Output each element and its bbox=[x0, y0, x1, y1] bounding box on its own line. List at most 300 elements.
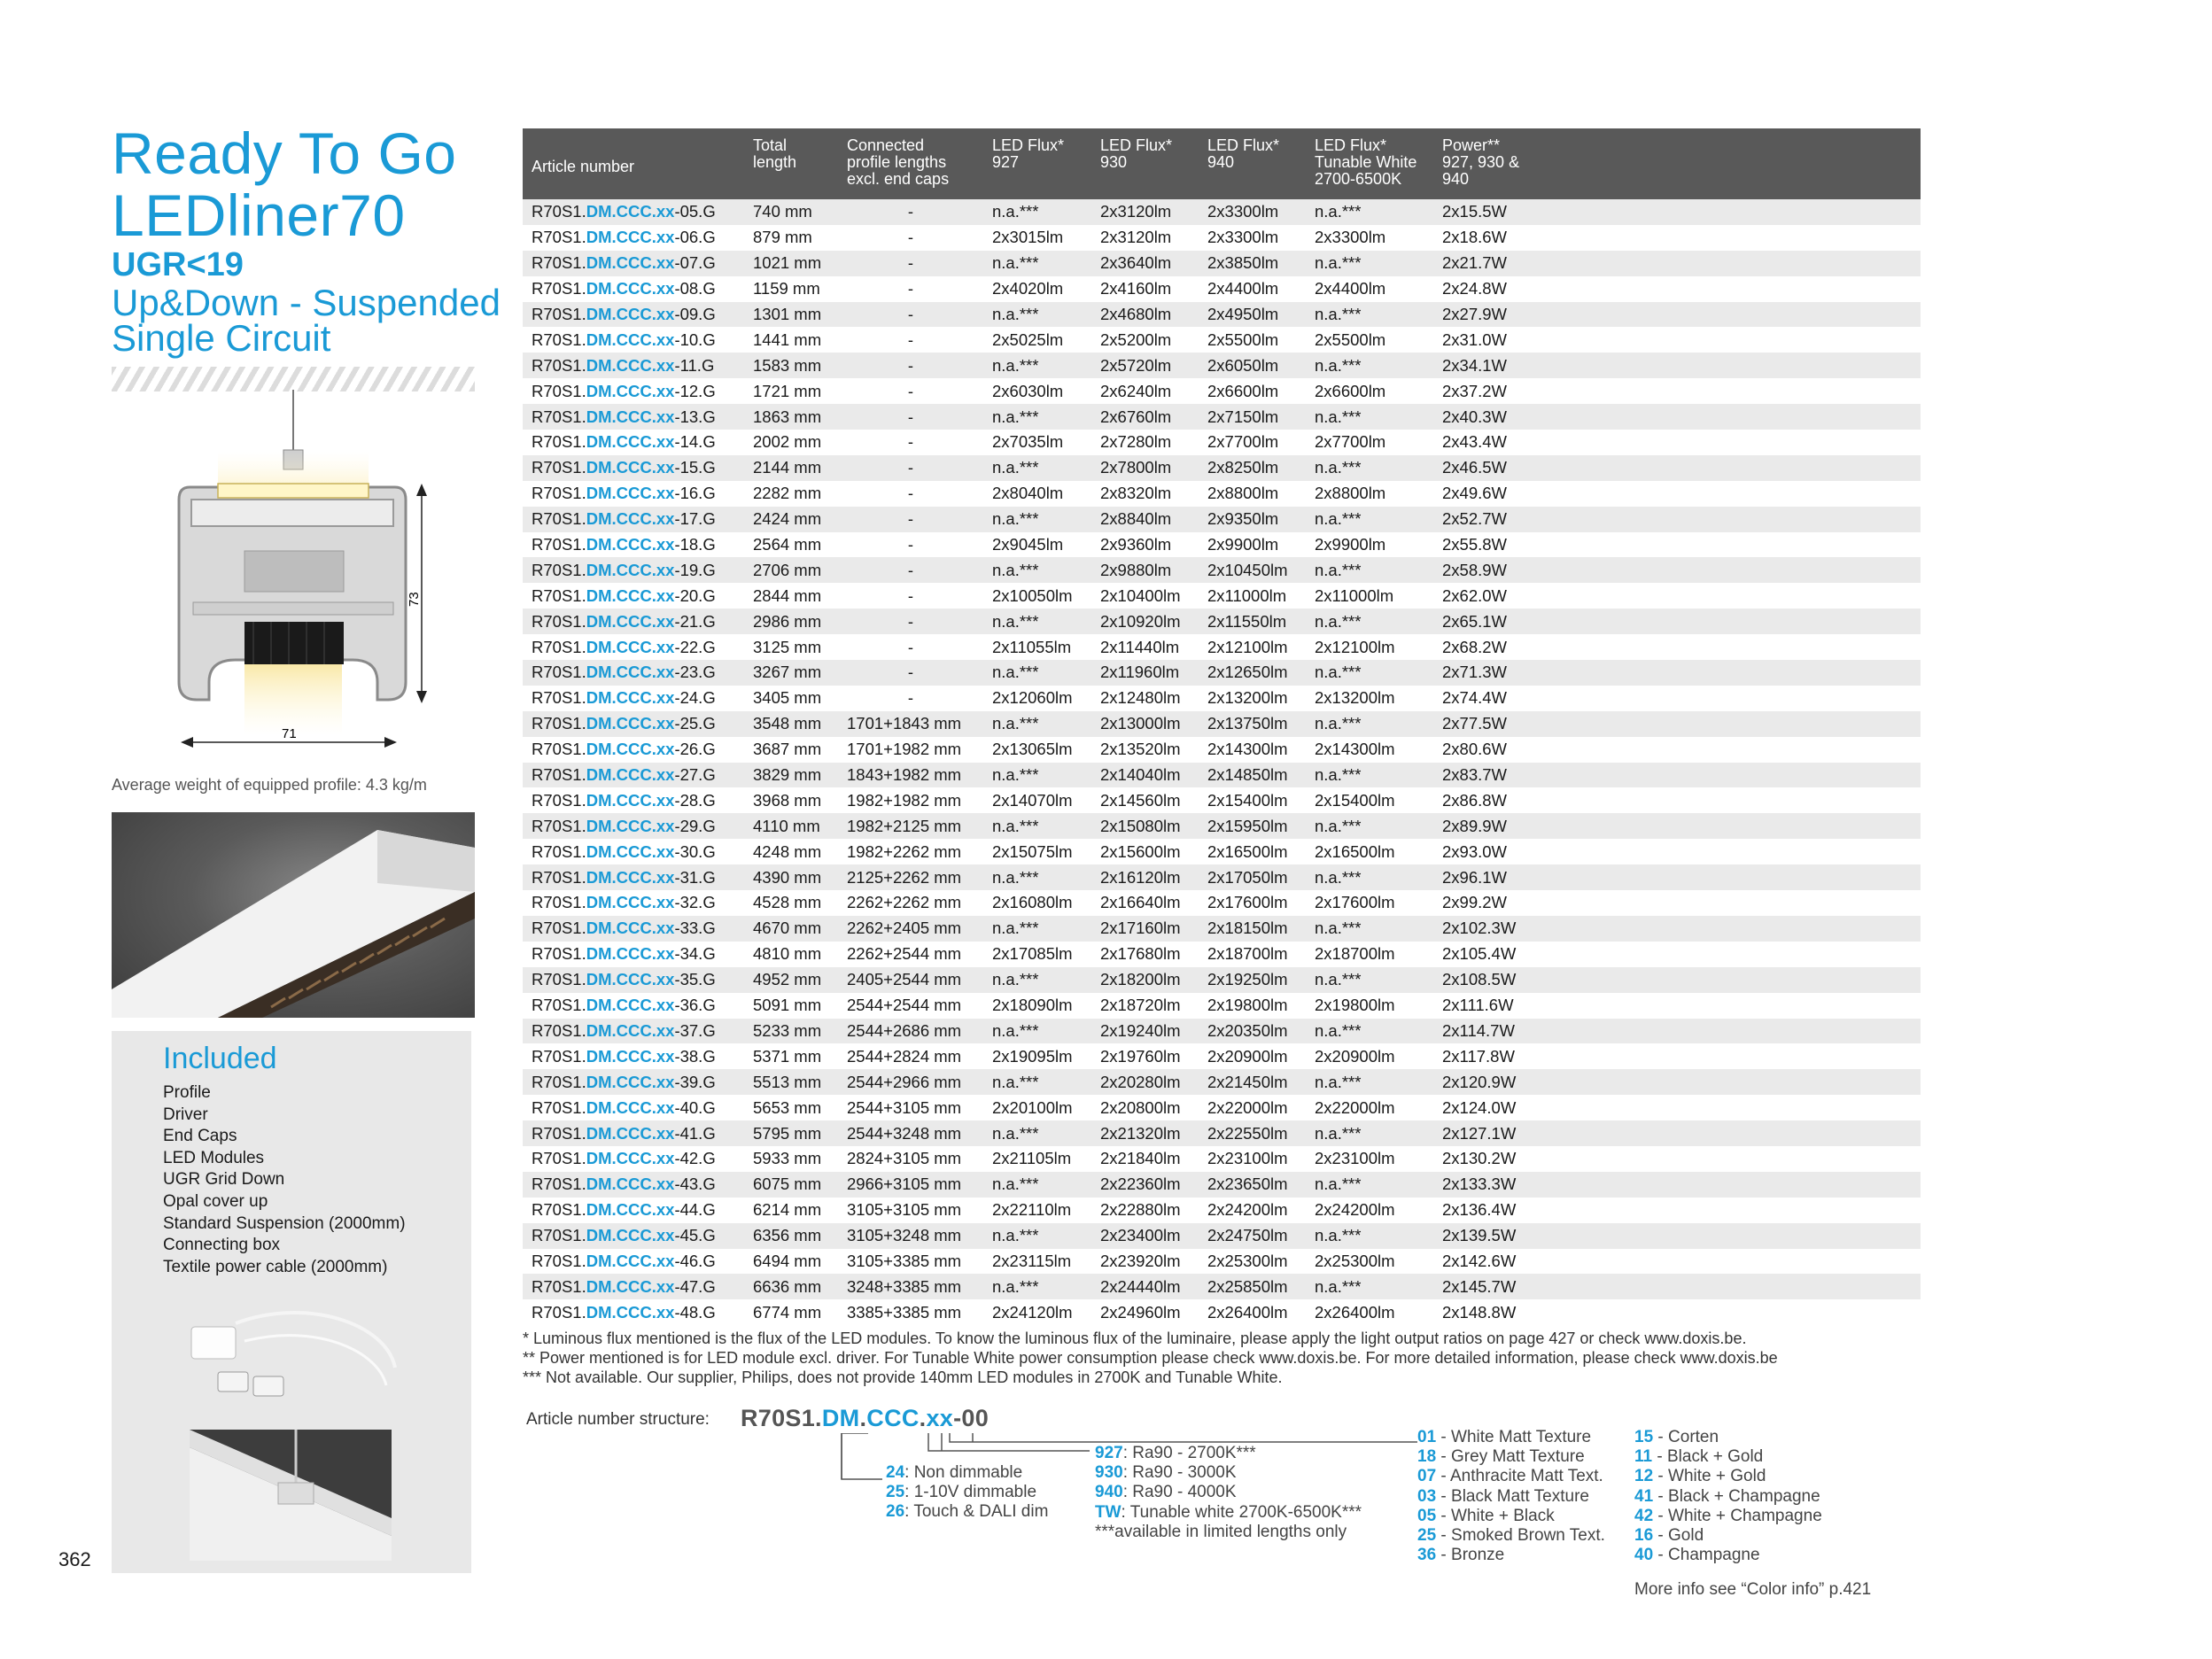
table-cell: 2x12100lm bbox=[1207, 634, 1315, 660]
article-prefix: R70S1. bbox=[532, 1226, 586, 1245]
table-cell: n.a.*** bbox=[1315, 763, 1442, 788]
table-cell: 2x19760lm bbox=[1100, 1043, 1207, 1069]
article-prefix: R70S1. bbox=[532, 279, 586, 298]
table-cell: 2x4160lm bbox=[1100, 276, 1207, 302]
table-cell: 5091 mm bbox=[753, 993, 847, 1019]
table-cell: 2x26400lm bbox=[1315, 1299, 1442, 1325]
table-row bbox=[523, 327, 1921, 353]
table-cell: 1982+2125 mm bbox=[847, 813, 992, 839]
article-prefix: R70S1. bbox=[532, 919, 586, 938]
table-cell: 2x11440lm bbox=[1100, 634, 1207, 660]
article-suffix: -17.G bbox=[674, 509, 716, 529]
table-cell: 2x108.5W bbox=[1442, 967, 1921, 993]
list-item: End Caps bbox=[163, 1127, 237, 1146]
table-cell: n.a.*** bbox=[992, 557, 1100, 583]
article-variable-part: DM.CCC.xx bbox=[586, 1251, 675, 1270]
table-cell: 2544+2824 mm bbox=[847, 1043, 992, 1069]
table-cell: 2x27.9W bbox=[1442, 302, 1921, 328]
table-cell: 2x68.2W bbox=[1442, 634, 1921, 660]
article-suffix: -11.G bbox=[674, 355, 715, 375]
table-cell: 6075 mm bbox=[753, 1172, 847, 1198]
article-number-cell bbox=[523, 839, 753, 864]
footnote-2: ** Power mentioned is for LED module excl. driver. For Tunable White power consumption please check www.doxis.be. For more detailed information, please check www.doxis.be bbox=[523, 1349, 1778, 1367]
table-cell: 2x9045lm bbox=[992, 532, 1100, 558]
article-variable-part: DM.CCC.xx bbox=[586, 458, 675, 477]
article-variable-part: DM.CCC.xx bbox=[586, 407, 675, 426]
list-item: Standard Suspension (2000mm) bbox=[163, 1213, 406, 1233]
article-prefix: R70S1. bbox=[532, 329, 586, 349]
article-prefix: R70S1. bbox=[532, 585, 586, 605]
article-variable-part: DM.CCC.xx bbox=[586, 637, 675, 656]
table-row bbox=[523, 890, 1921, 916]
table-cell: 2x133.3W bbox=[1442, 1172, 1921, 1198]
table-cell: 2x14070lm bbox=[992, 787, 1100, 813]
article-suffix: -36.G bbox=[674, 996, 716, 1015]
table-cell: 1159 mm bbox=[753, 276, 847, 302]
product-photo bbox=[112, 812, 475, 1018]
article-variable-part: DM.CCC.xx bbox=[586, 893, 675, 912]
article-suffix: -14.G bbox=[674, 432, 716, 452]
article-number-cell bbox=[523, 813, 753, 839]
article-suffix: -13.G bbox=[674, 407, 716, 426]
dimension-width-label: 71 bbox=[282, 726, 297, 741]
article-prefix: R70S1. bbox=[532, 1174, 586, 1194]
table-cell: 2x43.4W bbox=[1442, 430, 1921, 455]
table-row bbox=[523, 1223, 1921, 1249]
table-cell: n.a.*** bbox=[1315, 967, 1442, 993]
article-variable-part: DM.CCC.xx bbox=[586, 355, 675, 375]
table-cell: - bbox=[847, 481, 992, 507]
column-header-line: Article number bbox=[532, 157, 635, 175]
table-cell: 2544+3105 mm bbox=[847, 1095, 992, 1120]
article-number-cell bbox=[523, 353, 753, 378]
table-cell: 2x46.5W bbox=[1442, 455, 1921, 481]
article-suffix: -47.G bbox=[674, 1276, 716, 1296]
table-cell: 2x4400lm bbox=[1315, 276, 1442, 302]
table-cell: 2x13750lm bbox=[1207, 711, 1315, 737]
subtitle-line-2: Single Circuit bbox=[112, 317, 331, 359]
column-header-line: excl. end caps bbox=[847, 170, 950, 188]
table-cell: 3548 mm bbox=[753, 711, 847, 737]
table-cell: 2x3015lm bbox=[992, 225, 1100, 251]
table-cell: 2x18.6W bbox=[1442, 225, 1921, 251]
article-variable-part: DM.CCC.xx bbox=[586, 228, 675, 247]
table-cell: 2x49.6W bbox=[1442, 481, 1921, 507]
article-prefix: R70S1. bbox=[532, 458, 586, 477]
table-row bbox=[523, 1172, 1921, 1198]
legend-item: 18 - Grey Matt Texture bbox=[1417, 1447, 1585, 1467]
article-prefix: R70S1. bbox=[532, 1276, 586, 1296]
table-cell: 2x19800lm bbox=[1315, 993, 1442, 1019]
table-cell: 2x71.3W bbox=[1442, 660, 1921, 686]
column-header bbox=[1100, 128, 1207, 199]
legend-item: TW: Tunable white 2700K-6500K*** bbox=[1095, 1502, 1362, 1522]
table-cell: n.a.*** bbox=[992, 199, 1100, 225]
table-cell: 2x22110lm bbox=[992, 1198, 1100, 1223]
article-prefix: R70S1. bbox=[532, 1072, 586, 1091]
article-prefix: R70S1. bbox=[532, 816, 586, 835]
table-cell: 3968 mm bbox=[753, 787, 847, 813]
table-cell: 1701+1982 mm bbox=[847, 737, 992, 763]
column-header-line: 940 bbox=[1442, 170, 1470, 188]
article-number-cell bbox=[523, 225, 753, 251]
article-suffix: -46.G bbox=[674, 1251, 716, 1270]
article-number-cell bbox=[523, 583, 753, 609]
article-suffix: -12.G bbox=[674, 381, 716, 400]
table-cell: 6636 mm bbox=[753, 1274, 847, 1299]
article-variable-part: DM.CCC.xx bbox=[586, 1200, 675, 1220]
table-cell: 2x14850lm bbox=[1207, 763, 1315, 788]
article-variable-part: DM.CCC.xx bbox=[586, 663, 675, 682]
table-cell: 2x34.1W bbox=[1442, 353, 1921, 378]
table-cell: 2966+3105 mm bbox=[847, 1172, 992, 1198]
table-row bbox=[523, 430, 1921, 455]
table-cell: n.a.*** bbox=[1315, 1223, 1442, 1249]
table-cell: 2262+2405 mm bbox=[847, 916, 992, 942]
table-cell: 2x24440lm bbox=[1100, 1274, 1207, 1299]
article-number-cell bbox=[523, 1120, 753, 1146]
table-cell: 2x22000lm bbox=[1207, 1095, 1315, 1120]
table-cell: n.a.*** bbox=[1315, 813, 1442, 839]
table-cell: 2x17085lm bbox=[992, 942, 1100, 967]
table-cell: 2x20900lm bbox=[1207, 1043, 1315, 1069]
table-cell: 4390 mm bbox=[753, 864, 847, 890]
table-cell: 2x16500lm bbox=[1315, 839, 1442, 864]
table-cell: 2x15950lm bbox=[1207, 813, 1315, 839]
table-cell: 2x20280lm bbox=[1100, 1069, 1207, 1095]
table-cell: 3248+3385 mm bbox=[847, 1274, 992, 1299]
article-suffix: -43.G bbox=[674, 1174, 716, 1194]
table-cell: - bbox=[847, 225, 992, 251]
table-cell: 2x18090lm bbox=[992, 993, 1100, 1019]
table-row bbox=[523, 404, 1921, 430]
profile-cross-section-drawing bbox=[112, 390, 484, 762]
table-cell: 2x24750lm bbox=[1207, 1223, 1315, 1249]
article-variable-part: DM.CCC.xx bbox=[586, 1072, 675, 1091]
table-row bbox=[523, 609, 1921, 634]
article-prefix: R70S1. bbox=[532, 509, 586, 529]
table-cell: 4110 mm bbox=[753, 813, 847, 839]
legend-item: 15 - Corten bbox=[1634, 1428, 1719, 1446]
table-cell: 2x37.2W bbox=[1442, 378, 1921, 404]
legend-item: 26: Touch & DALI dim bbox=[886, 1502, 1049, 1522]
article-prefix: R70S1. bbox=[532, 484, 586, 503]
table-cell: n.a.*** bbox=[992, 455, 1100, 481]
table-cell: 2x8800lm bbox=[1315, 481, 1442, 507]
article-number-cell bbox=[523, 1043, 753, 1069]
list-item: LED Modules bbox=[163, 1148, 265, 1167]
article-suffix: -35.G bbox=[674, 970, 716, 989]
article-prefix: R70S1. bbox=[532, 1097, 586, 1117]
table-cell: 2544+2686 mm bbox=[847, 1019, 992, 1044]
column-header-line: Tunable White bbox=[1315, 153, 1417, 171]
table-cell: n.a.*** bbox=[1315, 711, 1442, 737]
table-cell: 2x62.0W bbox=[1442, 583, 1921, 609]
table-cell: 2x10920lm bbox=[1100, 609, 1207, 634]
table-cell: 2x117.8W bbox=[1442, 1043, 1921, 1069]
table-cell: n.a.*** bbox=[992, 507, 1100, 532]
code-suffix: -00 bbox=[953, 1405, 990, 1431]
article-suffix: -41.G bbox=[674, 1123, 716, 1143]
legend-item: 25: 1-10V dimmable bbox=[886, 1483, 1037, 1502]
table-cell: 2x22880lm bbox=[1100, 1198, 1207, 1223]
article-suffix: -05.G bbox=[674, 202, 716, 221]
table-cell: 2544+2544 mm bbox=[847, 993, 992, 1019]
table-cell: 2x25300lm bbox=[1207, 1249, 1315, 1275]
article-number-cell bbox=[523, 609, 753, 634]
table-cell: 2x21320lm bbox=[1100, 1120, 1207, 1146]
article-number-cell bbox=[523, 430, 753, 455]
article-variable-part: DM.CCC.xx bbox=[586, 1123, 675, 1143]
legend-item: 16 - Gold bbox=[1634, 1526, 1704, 1546]
table-row bbox=[523, 583, 1921, 609]
table-cell: 2x11550lm bbox=[1207, 609, 1315, 634]
table-cell: 2282 mm bbox=[753, 481, 847, 507]
footnote-3: *** Not available. Our supplier, Philips, does not provide 140mm LED modules in 2700K and Tunable White. bbox=[523, 1368, 1283, 1386]
table-cell: 2x7700lm bbox=[1315, 430, 1442, 455]
table-cell: 2x3300lm bbox=[1207, 199, 1315, 225]
article-variable-part: DM.CCC.xx bbox=[586, 1174, 675, 1194]
table-cell: - bbox=[847, 378, 992, 404]
article-prefix: R70S1. bbox=[532, 305, 586, 323]
article-variable-part: DM.CCC.xx bbox=[586, 1226, 675, 1245]
column-header-line: LED Flux* bbox=[1100, 136, 1173, 154]
article-variable-part: DM.CCC.xx bbox=[586, 279, 675, 298]
article-variable-part: DM.CCC.xx bbox=[586, 1097, 675, 1117]
article-suffix: -44.G bbox=[674, 1200, 716, 1220]
legend-item: 927: Ra90 - 2700K*** bbox=[1095, 1444, 1256, 1462]
table-cell: 2x23920lm bbox=[1100, 1249, 1207, 1275]
table-cell: 2x3120lm bbox=[1100, 199, 1207, 225]
table-cell: n.a.*** bbox=[1315, 916, 1442, 942]
table-cell: 2x127.1W bbox=[1442, 1120, 1921, 1146]
table-cell: 2x93.0W bbox=[1442, 839, 1921, 864]
table-cell: 2x99.2W bbox=[1442, 890, 1921, 916]
legend-item: 07 - Anthracite Matt Text. bbox=[1417, 1467, 1603, 1486]
article-suffix: -45.G bbox=[674, 1226, 716, 1245]
article-suffix: -20.G bbox=[674, 585, 716, 605]
table-row bbox=[523, 1146, 1921, 1172]
table-cell: 2125+2262 mm bbox=[847, 864, 992, 890]
table-cell: 4248 mm bbox=[753, 839, 847, 864]
table-cell: - bbox=[847, 609, 992, 634]
table-cell: 2x139.5W bbox=[1442, 1223, 1921, 1249]
table-cell: 2x8320lm bbox=[1100, 481, 1207, 507]
table-cell: 2x16640lm bbox=[1100, 890, 1207, 916]
table-cell: n.a.*** bbox=[1315, 1120, 1442, 1146]
table-cell: 2x77.5W bbox=[1442, 711, 1921, 737]
table-cell: 2x5025lm bbox=[992, 327, 1100, 353]
table-cell: 1982+2262 mm bbox=[847, 839, 992, 864]
dimension-height-label: 73 bbox=[407, 592, 422, 607]
list-item: UGR Grid Down bbox=[163, 1170, 285, 1190]
table-cell: 2x23400lm bbox=[1100, 1223, 1207, 1249]
table-cell: 2x12650lm bbox=[1207, 660, 1315, 686]
article-number-cell bbox=[523, 763, 753, 788]
article-prefix: R70S1. bbox=[532, 790, 586, 810]
table-cell: - bbox=[847, 251, 992, 276]
column-header-line: 927, 930 & bbox=[1442, 153, 1520, 171]
table-cell: 2x10050lm bbox=[992, 583, 1100, 609]
table-cell: 2706 mm bbox=[753, 557, 847, 583]
table-cell: 1843+1982 mm bbox=[847, 763, 992, 788]
table-row bbox=[523, 1274, 1921, 1299]
table-cell: 2x124.0W bbox=[1442, 1095, 1921, 1120]
table-cell: n.a.*** bbox=[1315, 557, 1442, 583]
article-number-cell bbox=[523, 327, 753, 353]
article-suffix: -33.G bbox=[674, 919, 716, 938]
table-row bbox=[523, 302, 1921, 328]
article-variable-part: DM.CCC.xx bbox=[586, 740, 675, 759]
table-cell: 2x17050lm bbox=[1207, 864, 1315, 890]
article-prefix: R70S1. bbox=[532, 1046, 586, 1066]
article-variable-part: DM.CCC.xx bbox=[586, 509, 675, 529]
table-cell: 4528 mm bbox=[753, 890, 847, 916]
article-suffix: -08.G bbox=[674, 279, 716, 298]
column-header bbox=[1207, 128, 1315, 199]
table-cell: 2x10450lm bbox=[1207, 557, 1315, 583]
column-header bbox=[847, 128, 992, 199]
article-variable-part: DM.CCC.xx bbox=[586, 688, 675, 708]
article-prefix: R70S1. bbox=[532, 253, 586, 273]
table-cell: - bbox=[847, 660, 992, 686]
table-row bbox=[523, 1095, 1921, 1120]
table-cell: 2824+3105 mm bbox=[847, 1146, 992, 1172]
table-cell: 2x136.4W bbox=[1442, 1198, 1921, 1223]
table-cell: n.a.*** bbox=[1315, 507, 1442, 532]
table-row bbox=[523, 557, 1921, 583]
article-prefix: R70S1. bbox=[532, 841, 586, 861]
article-prefix: R70S1. bbox=[532, 202, 586, 221]
article-prefix: R70S1. bbox=[532, 432, 586, 452]
accessories-image bbox=[182, 1288, 413, 1412]
suspension-photo bbox=[190, 1430, 392, 1561]
article-variable-part: DM.CCC.xx bbox=[586, 329, 675, 349]
article-number-cell bbox=[523, 942, 753, 967]
ceiling-hatch bbox=[112, 367, 475, 391]
article-prefix: R70S1. bbox=[532, 714, 586, 733]
table-cell: 2x22360lm bbox=[1100, 1172, 1207, 1198]
table-cell: - bbox=[847, 507, 992, 532]
table-cell: n.a.*** bbox=[992, 251, 1100, 276]
table-cell: 2x16080lm bbox=[992, 890, 1100, 916]
table-cell: 2x3120lm bbox=[1100, 225, 1207, 251]
table-cell: 2x142.6W bbox=[1442, 1249, 1921, 1275]
legend-colors-1 bbox=[1417, 1428, 1605, 1565]
table-cell: 2x19250lm bbox=[1207, 967, 1315, 993]
table-cell: 5653 mm bbox=[753, 1095, 847, 1120]
legend-item: 42 - White + Champagne bbox=[1634, 1506, 1822, 1525]
table-cell: 2x21.7W bbox=[1442, 251, 1921, 276]
article-prefix: R70S1. bbox=[532, 765, 586, 785]
article-suffix: -28.G bbox=[674, 790, 716, 810]
article-suffix: -34.G bbox=[674, 944, 716, 964]
table-row bbox=[523, 353, 1921, 378]
article-variable-part: DM.CCC.xx bbox=[586, 305, 675, 323]
table-cell: 3125 mm bbox=[753, 634, 847, 660]
article-number-cell bbox=[523, 864, 753, 890]
table-cell: 2x4020lm bbox=[992, 276, 1100, 302]
article-variable-part: DM.CCC.xx bbox=[586, 535, 675, 554]
table-cell: 2x7150lm bbox=[1207, 404, 1315, 430]
article-suffix: -42.G bbox=[674, 1149, 716, 1168]
table-cell: - bbox=[847, 199, 992, 225]
column-header-line: length bbox=[753, 153, 797, 171]
ugr-label: UGR<19 bbox=[112, 246, 244, 283]
table-cell: 2x12480lm bbox=[1100, 686, 1207, 711]
table-row bbox=[523, 634, 1921, 660]
column-header-line: Power** bbox=[1442, 136, 1501, 154]
table-cell: n.a.*** bbox=[1315, 660, 1442, 686]
table-cell: 2x130.2W bbox=[1442, 1146, 1921, 1172]
article-suffix: -25.G bbox=[674, 714, 716, 733]
table-cell: 2x25300lm bbox=[1315, 1249, 1442, 1275]
table-cell: 2x24200lm bbox=[1207, 1198, 1315, 1223]
table-cell: - bbox=[847, 327, 992, 353]
article-suffix: -23.G bbox=[674, 663, 716, 682]
article-suffix: -06.G bbox=[674, 228, 716, 247]
table-cell: 2x23650lm bbox=[1207, 1172, 1315, 1198]
table-cell: n.a.*** bbox=[992, 967, 1100, 993]
table-cell: 2564 mm bbox=[753, 532, 847, 558]
article-variable-part: DM.CCC.xx bbox=[586, 996, 675, 1015]
table-cell: 3385+3385 mm bbox=[847, 1299, 992, 1325]
table-row bbox=[523, 686, 1921, 711]
table-row bbox=[523, 1019, 1921, 1044]
table-cell: n.a.*** bbox=[992, 1019, 1100, 1044]
table-cell: 3105+3105 mm bbox=[847, 1198, 992, 1223]
article-number-cell bbox=[523, 1223, 753, 1249]
article-suffix: -38.G bbox=[674, 1046, 716, 1066]
article-prefix: R70S1. bbox=[532, 355, 586, 375]
table-cell: n.a.*** bbox=[1315, 404, 1442, 430]
table-cell: n.a.*** bbox=[992, 1069, 1100, 1095]
article-prefix: R70S1. bbox=[532, 867, 586, 887]
table-row bbox=[523, 199, 1921, 225]
article-table bbox=[523, 128, 1921, 1325]
table-row bbox=[523, 1299, 1921, 1325]
table-cell: 2x52.7W bbox=[1442, 507, 1921, 532]
table-cell: 879 mm bbox=[753, 225, 847, 251]
table-row bbox=[523, 455, 1921, 481]
table-cell: 2x23100lm bbox=[1315, 1146, 1442, 1172]
table-cell: n.a.*** bbox=[992, 302, 1100, 328]
article-number-cell bbox=[523, 199, 753, 225]
table-cell: 2x148.8W bbox=[1442, 1299, 1921, 1325]
article-suffix: -31.G bbox=[674, 867, 716, 887]
article-structure-label: Article number structure: bbox=[526, 1410, 710, 1429]
code-cct: CCC bbox=[866, 1405, 920, 1431]
table-cell: 2x13065lm bbox=[992, 737, 1100, 763]
table-cell: 3105+3248 mm bbox=[847, 1223, 992, 1249]
table-cell: 2x16120lm bbox=[1100, 864, 1207, 890]
table-row bbox=[523, 864, 1921, 890]
article-prefix: R70S1. bbox=[532, 1123, 586, 1143]
table-cell: 2x15080lm bbox=[1100, 813, 1207, 839]
table-cell: n.a.*** bbox=[992, 711, 1100, 737]
table-cell: 5513 mm bbox=[753, 1069, 847, 1095]
table-cell: 2x20900lm bbox=[1315, 1043, 1442, 1069]
article-variable-part: DM.CCC.xx bbox=[586, 841, 675, 861]
table-cell: 2x16500lm bbox=[1207, 839, 1315, 864]
article-number-cell bbox=[523, 1274, 753, 1299]
table-cell: 2x7800lm bbox=[1100, 455, 1207, 481]
table-row bbox=[523, 276, 1921, 302]
article-variable-part: DM.CCC.xx bbox=[586, 919, 675, 938]
table-cell: 2544+2966 mm bbox=[847, 1069, 992, 1095]
code-color: xx bbox=[926, 1405, 954, 1431]
article-suffix: -48.G bbox=[674, 1302, 716, 1322]
